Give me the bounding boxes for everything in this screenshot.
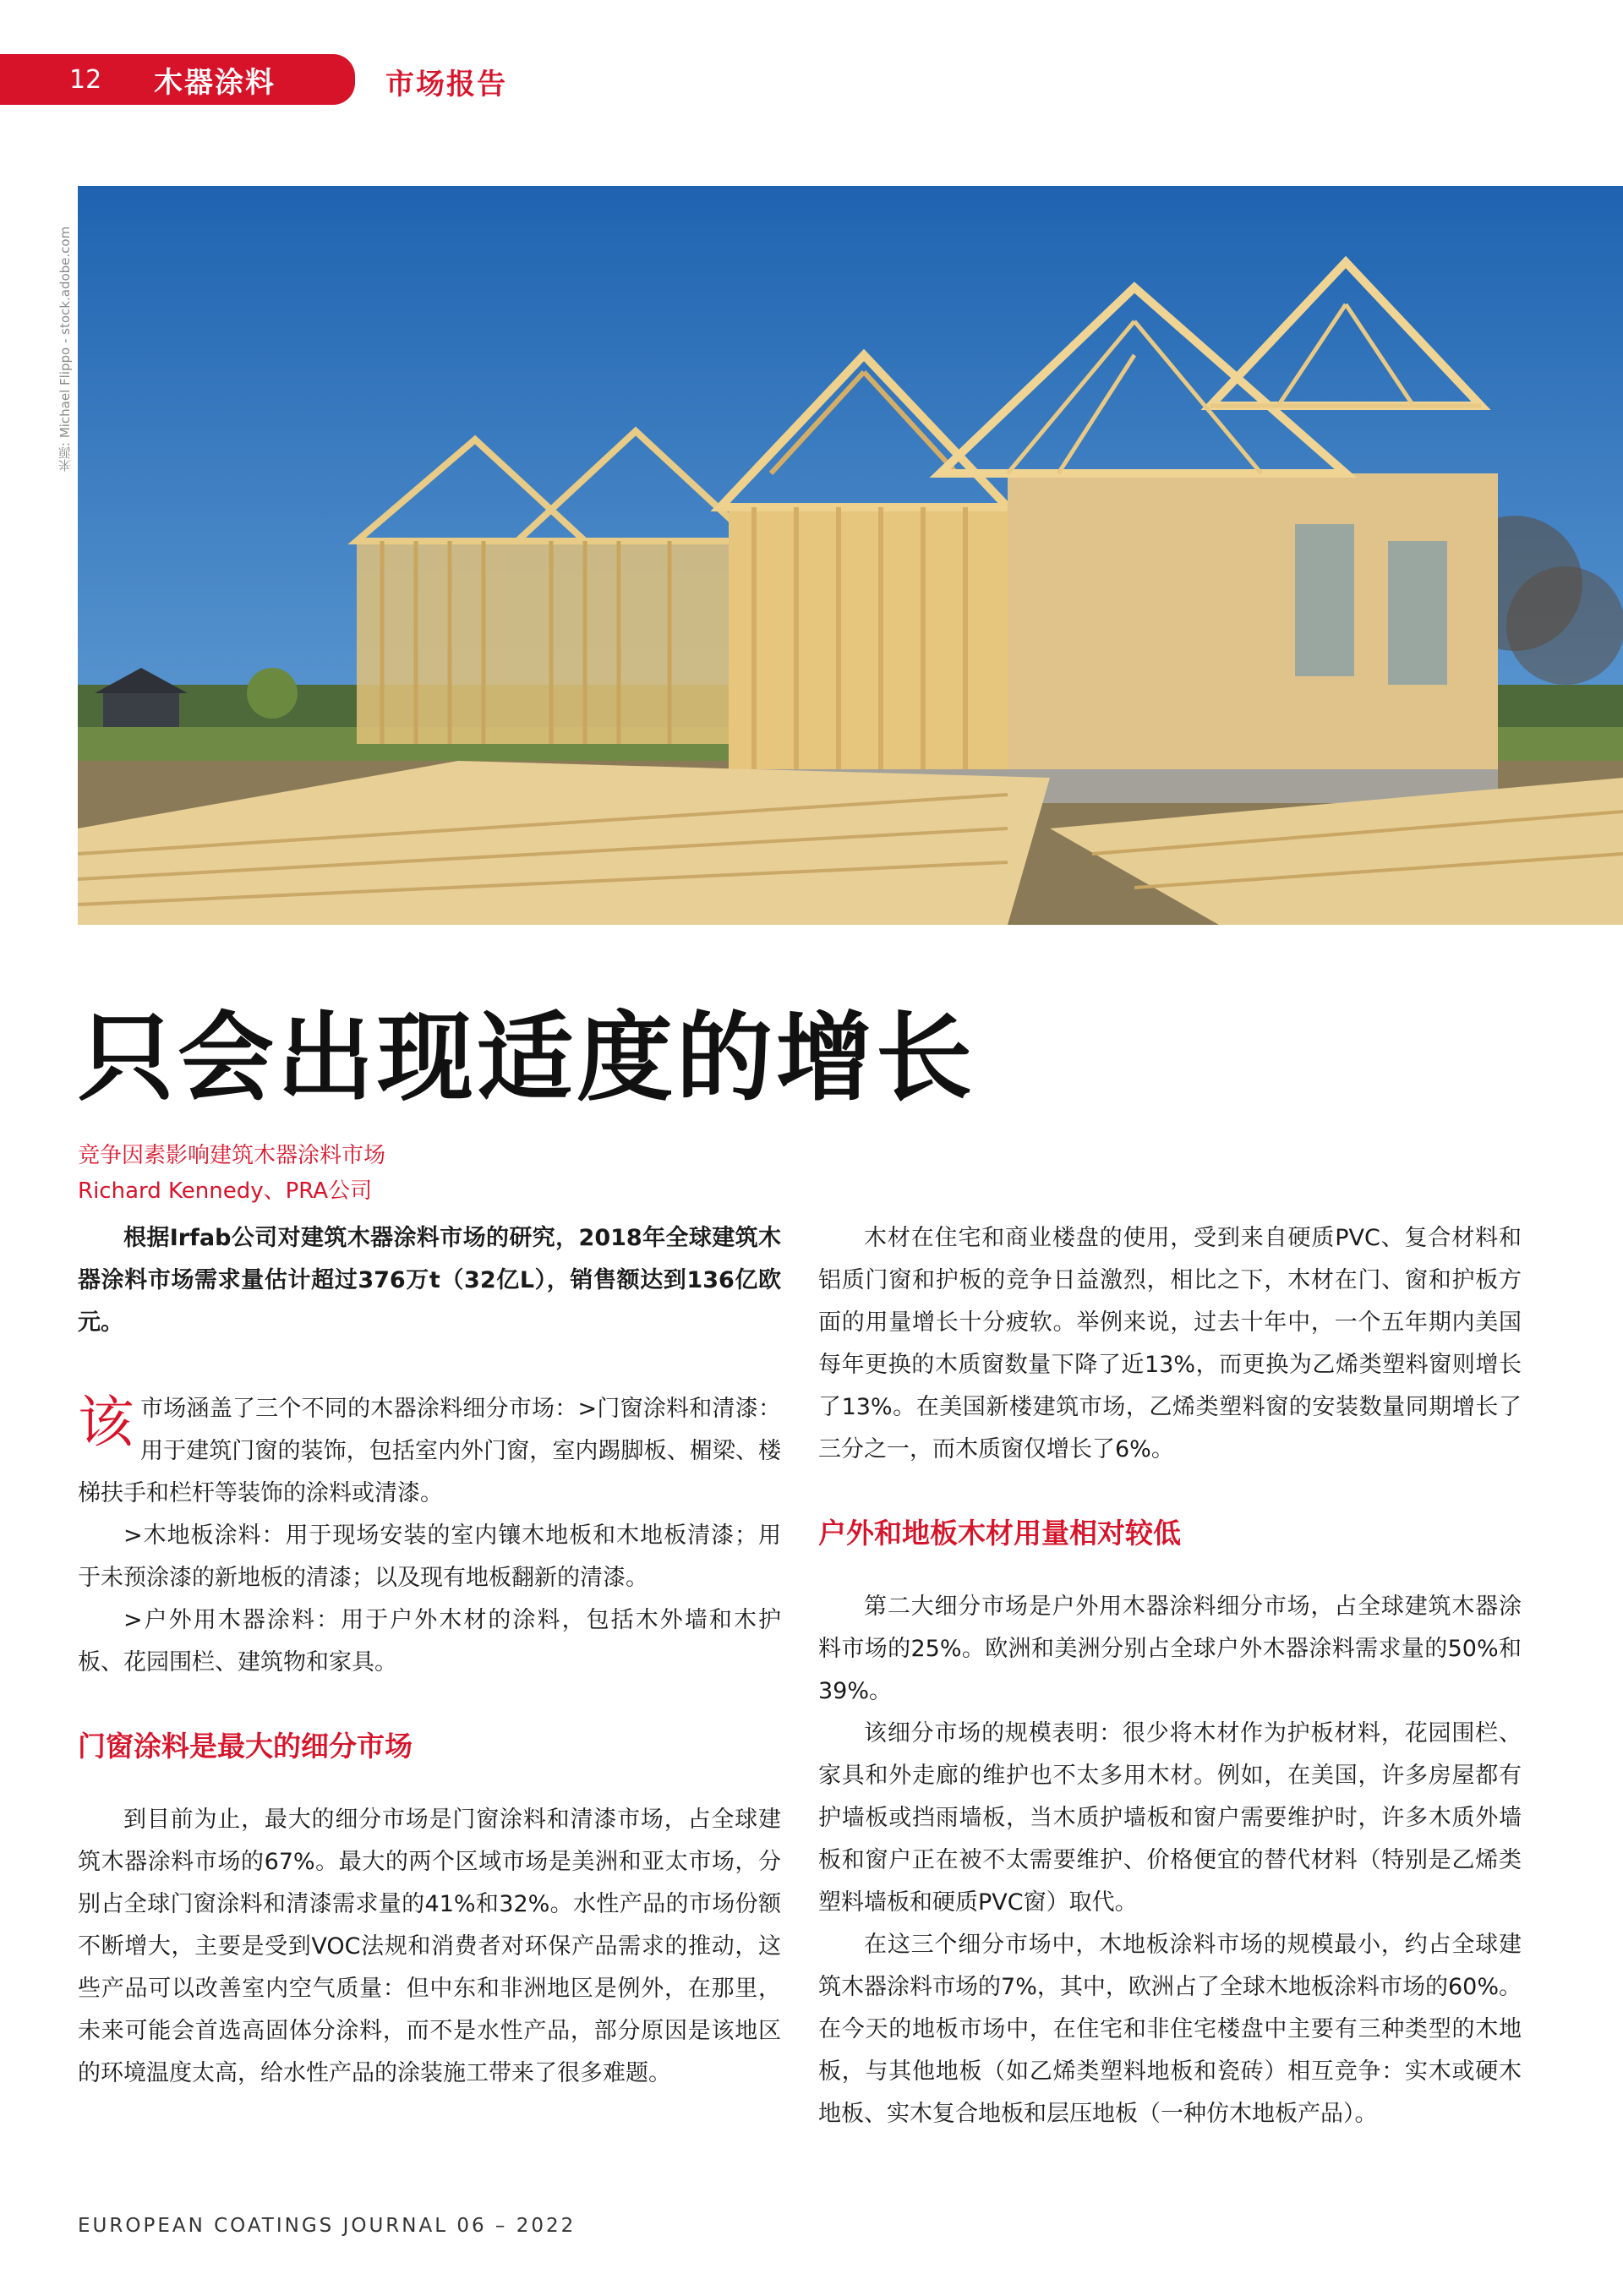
left-column xyxy=(78,1217,781,2095)
paragraph-floor: >木地板涂料：用于现场安装的室内镶木地板和木地板清漆；用于未预涂漆的新地板的清漆；以及现有地板翻新的清漆。 xyxy=(78,1522,781,1591)
paragraph-segment-size: 该细分市场的规模表明：很少将木材作为护板材料，花园围栏、家具和外走廊的维护也不太多用木材。例如，在美国，许多房屋都有护墙板或挡雨墙板，当木质护墙板和窗户需要维护时，许多木质外墙板和窗户正在被不太需要维护、价格便宜的替代材料（特别是乙烯类塑料墙板和硬质PVC窗）取代。 xyxy=(818,1720,1522,1916)
paragraph-largest-segment: 到目前为止，最大的细分市场是门窗涂料和清漆市场，占全球建筑木器涂料市场的67%。最大的两个区域市场是美洲和亚太市场，分别占全球门窗涂料和清漆需求量的41%和32%。水性产品的市场份额不断增大，主要是受到VOC法规和消费者对环保产品需求的推动，这些产品可以改善室内空气质量：但中东和非洲地区是例外，在那里，未来可能会首选高固体分涂料，而不是水性产品，部分原因是该地区的环境温度太高，给水性产品的涂装施工带来了很多难题。 xyxy=(78,1807,781,2086)
report-type-label: 市场报告 xyxy=(385,68,507,101)
page-number: 12 xyxy=(69,64,102,95)
paragraph-competition: 木材在住宅和商业楼盘的使用，受到来自硬质PVC、复合材料和铝质门窗和护板的竞争日益激烈，相比之下，木材在门、窗和护板方面的用量增长十分疲软。举例来说，过去十年中，一个五年期内美国每年更换的木质窗数量下降了近13%，而更换为乙烯类塑料窗则增长了13%。在美国新楼建筑市场，乙烯类塑料窗的安装数量同期增长了三分之一，而木质窗仅增长了6%。 xyxy=(818,1225,1522,1462)
right-column xyxy=(818,1217,1522,2135)
section-label: 木器涂料 xyxy=(154,65,276,100)
journal-footer: EUROPEAN COATINGS JOURNAL 06 – 2022 xyxy=(78,2215,577,2237)
section-header-tab xyxy=(0,54,355,105)
subheading-doors-windows: 门窗涂料是最大的细分市场 xyxy=(78,1730,413,1763)
paragraph-second-segment: 第二大细分市场是户外用木器涂料细分市场，占全球建筑木器涂料市场的25%。欧洲和美洲分别占全球户外木器涂料需求量的50%和39%。 xyxy=(818,1594,1522,1704)
paragraph-segments xyxy=(78,1388,781,1515)
paragraph-outdoor: >户外用木器涂料：用于户外木材的涂料，包括木外墙和木护板、花园围栏、建筑物和家具。 xyxy=(78,1607,781,1676)
subheading-outdoor-floor: 户外和地板木材用量相对较低 xyxy=(818,1517,1181,1550)
article-byline xyxy=(78,1138,385,1209)
article-subtitle: 竞争因素影响建筑木器涂料市场 xyxy=(78,1143,386,1168)
article-title: 只会出现适度的增长 xyxy=(78,1002,976,1114)
drop-cap: 该 xyxy=(78,1390,134,1455)
paragraph-floor-segment: 在这三个细分市场中，木地板涂料市场的规模最小，约占全球建筑木器涂料市场的7%，其中，欧洲占了全球木地板涂料市场的60%。在今天的地板市场中，在住宅和非住宅楼盘中主要有三种类型的木地板，与其他地板（如乙烯类塑料地板和瓷砖）相互竞争：实木或硬木地板、实木复合地板和层压地板（一种仿木地板产品）。 xyxy=(818,1932,1522,2127)
intro-paragraph: 根据Irfab公司对建筑木器涂料市场的研究，2018年全球建筑木器涂料市场需求量估计超过376万t（32亿L），销售额达到136亿欧元。 xyxy=(78,1225,781,1336)
article-author: Richard Kennedy、PRA公司 xyxy=(78,1178,373,1204)
segments-text: 市场涵盖了三个不同的木器涂料细分市场：>门窗涂料和清漆：用于建筑门窗的装饰，包括室内外门窗，室内踢脚板、楣梁、楼梯扶手和栏杆等装饰的涂料或清漆。 xyxy=(78,1396,781,1506)
house-frame-photo xyxy=(78,186,1623,925)
photo-credit: 来源: Michael Flippo - stock.adobe.com xyxy=(57,226,73,472)
